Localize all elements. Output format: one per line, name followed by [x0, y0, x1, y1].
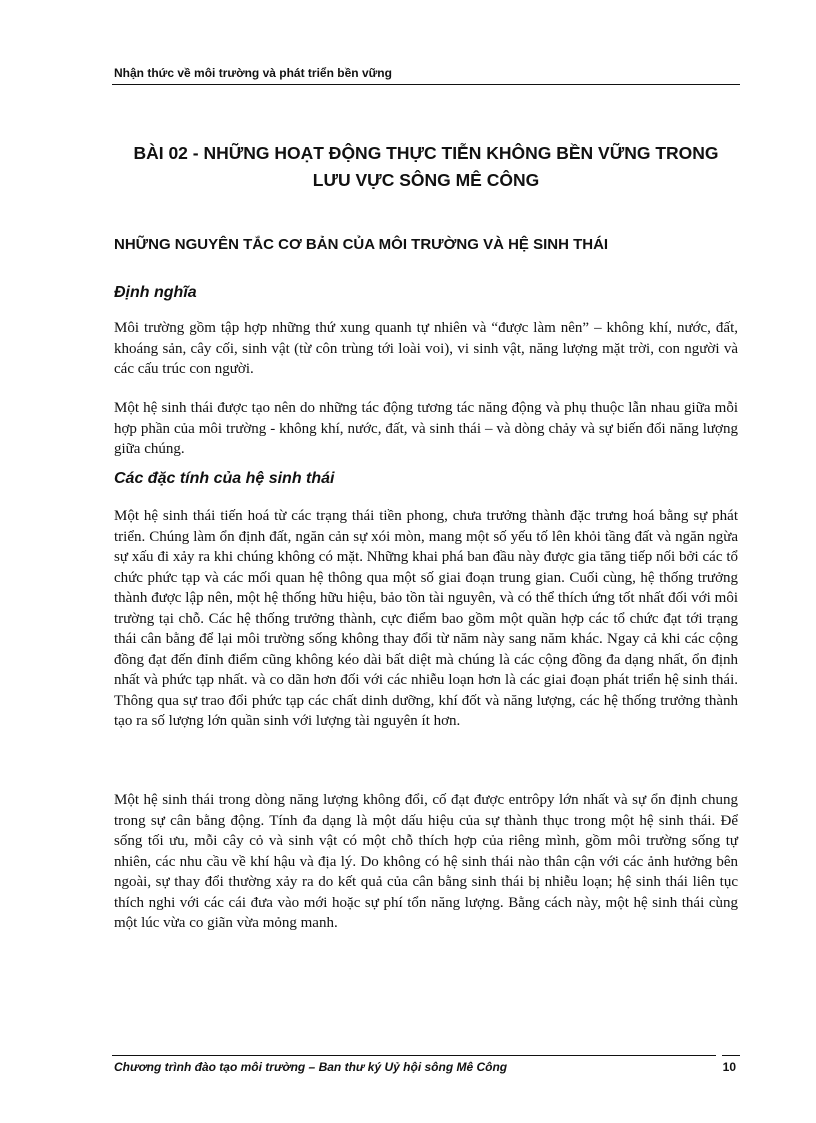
- running-header: Nhận thức về môi trường và phát triển bền vững: [114, 66, 392, 80]
- page-title-line-1: BÀI 02 - NHỮNG HOẠT ĐỘNG THỰC TIỄN KHÔNG BỀN VỮNG TRONG: [133, 143, 719, 163]
- footer-rule-page: [722, 1055, 740, 1056]
- page-title: [112, 140, 740, 194]
- definition-heading: Định nghĩa: [114, 284, 197, 301]
- definition-paragraph-1: Môi trường gồm tập hợp những thứ xung quanh tự nhiên và “được làm nên” – không khí, nước, đất, khoáng sản, cây cối, sinh vật (từ côn trùng tới loài voi), vi sinh vật, năng lượng mặt trời, con người và các cấu trúc con người.: [114, 320, 738, 377]
- section-heading: NHỮNG NGUYÊN TẮC CƠ BẢN CỦA MÔI TRƯỜNG VÀ HỆ SINH THÁI: [114, 236, 609, 253]
- header-rule: [112, 84, 740, 85]
- definition-paragraph-2: Một hệ sinh thái được tạo nên do những tác động tương tác năng động và phụ thuộc lẫn nhau giữa mỗi hợp phần của môi trường - không khí, nước, đất, và sinh thái – và dòng chảy và sự biến đổi năng lượng giữa chúng.: [114, 400, 738, 457]
- page-title-line-2: LƯU VỰC SÔNG MÊ CÔNG: [312, 170, 540, 190]
- characteristics-paragraph-2: Một hệ sinh thái trong dòng năng lượng không đổi, cố đạt được entrôpy lớn nhất và sự ổn định chung trong sự cân bằng động. Tính đa dạng là một dấu hiệu của sự thành thục trong một hệ sinh thái. Để sống tối ưu, mỗi cây cỏ và sinh vật có một chỗ thích hợp của riêng mình, gồm môi trường sống tự nhiên, các nhu cầu về khí hậu và địa lý. Do không có hệ sinh thái nào thân cận với các ảnh hưởng bên ngoài, sự thay đổi thường xảy ra do kết quả của cân bằng sinh thái bị nhiễu loạn; hệ sinh thái liên tục thích nghi với các cái đưa vào mới hoặc sự phí tổn năng lượng. Bằng cách này, một hệ sinh thái cùng một lúc vừa co giãn vừa mỏng manh.: [114, 792, 738, 931]
- page-number: 10: [722, 1060, 736, 1074]
- characteristics-paragraph-1: Một hệ sinh thái tiến hoá từ các trạng thái tiền phong, chưa trưởng thành đặc trưng hoá bằng sự phát triển. Chúng làm ổn định đất, ngăn cản sự xói mòn, mang một số yếu tố lên khỏi tầng đất và ngăn ngừa sự xấu đi xảy ra khi chúng không có mặt. Những khai phá ban đầu này được gia tăng tiếp nối bởi các tổ chức phức tạp và các mối quan hệ thông qua một số giai đoạn trung gian. Cuối cùng, hệ thống trưởng thành được lập nên, một hệ thống hữu hiệu, bảo tồn tài nguyên, và có thể thích ứng tốt nhất đối với môi trường tại chỗ. Các hệ thống trưởng thành, cực điểm bao gồm một quần hợp các tổ chức đạt tới trạng thái cân bằng để lại môi trường sống không thay đổi từ năm này sang năm khác. Ngay cả khi các cộng đồng đạt đến đỉnh điểm cũng không kéo dài bất diệt mà chúng là các cộng đồng đa dạng nhất, ổn định nhất và phức tạp nhất. và co dãn hơn đối với các nhiễu loạn hơn là các giai đoạn phát triển hệ sinh thái. Thông qua sự trao đổi phức tạp các chất dinh dưỡng, khí đốt và năng lượng, các hệ thống trưởng thành tạo ra số lượng lớn quần sinh với lượng tài nguyên ít hơn.: [114, 508, 738, 729]
- characteristics-heading: Các đặc tính của hệ sinh thái: [114, 470, 335, 487]
- running-footer: Chương trình đào tạo môi trường – Ban thư ký Uỷ hội sông Mê Công: [114, 1060, 508, 1074]
- footer-rule: [112, 1055, 716, 1056]
